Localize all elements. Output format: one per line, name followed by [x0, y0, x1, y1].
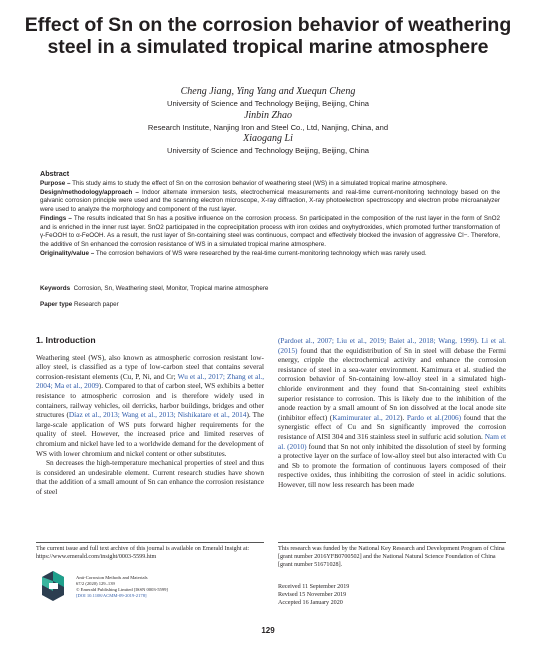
author-names-1: Cheng Jiang, Ying Yang and Xuequn Cheng — [180, 86, 356, 97]
emerald-logo-icon — [38, 571, 68, 601]
archive-note: The current issue and full text archive of this journal is available on Emerald Insight at: https://www.emerald.com/insight/0003-5599.htm — [36, 546, 250, 560]
text-run: ). Compared to that of carbon steel, WS exhibits a better resistance to atmospheric corrosion and is therefore widely used in containers, railway vehicles, oil derricks, harbor buildings, bridges and other structures ( — [36, 381, 265, 420]
text-run: found that Sn not only inhibited the dissolution of steel by forming a protective layer on the surface of low-alloy steel but also interacted with Cu and Sb to promote the formation of continuous layers composed of their respective oxides, thus inhibiting the corrosion of steel in acidic solutions. However, till now less research has been made — [278, 441, 506, 489]
originality-label: Originality/value – — [40, 249, 95, 257]
funding-note: This research was funded by the National Key Research and Development Program of China [grant number 2016YFB0700502] and the National Natural Science Foundation of China [grant number 51671028]. — [278, 546, 505, 568]
purpose-label: Purpose – — [40, 179, 71, 187]
affiliation-2: Research Institute, Nanjing Iron and Steel Co., Ltd, Nanjing, China, and — [147, 122, 389, 132]
design-text: Indoor alternate immersion tests, electrochemical measurements and real-time current-monitoring technology based on the galvanic corrosion principle were used and the scanning electron microscope, X-ray diffraction, X-ray photoelectron spectroscopy and electron probe microanalyzer were used to analyze the morphology and component of the rust layer. — [40, 188, 500, 213]
paper-type-text: Research paper — [73, 301, 119, 308]
paper-type — [40, 301, 500, 308]
text-run: found that the synergistic effect of Cu and Sn significantly improved the corrosion resistance of AISI 304 and 316 stainless steel in sulfuric acid solution. — [278, 412, 506, 441]
abstract-purpose — [40, 180, 500, 189]
text-run: ). — [399, 412, 407, 422]
citation-link[interactable]: Nam et al. (2010) — [278, 431, 506, 451]
abstract-heading: Abstract — [40, 169, 70, 178]
keywords-text: Corrosion, Sn, Weathering steel, Monitor, Tropical marine atmosphere — [73, 285, 269, 292]
section-heading: 1. Introduction — [36, 335, 96, 345]
citation-link[interactable]: Kamimurater al., 2012 — [332, 412, 400, 422]
left-column — [36, 336, 264, 497]
citation-link[interactable]: Pardo et al.(2006) — [406, 412, 462, 422]
journal-name: Anti-Corrosion Methods and Materials — [76, 575, 148, 580]
originality-text: The corrosion behaviors of WS were researched by the real-time current-monitoring technology which was rarely used. — [95, 249, 427, 257]
accepted-date: Accepted 16 January 2020 — [278, 599, 343, 606]
keywords — [40, 285, 500, 294]
received-date: Received 11 September 2019 — [278, 584, 350, 590]
citation-link[interactable]: Díaz et al., 2013; Wang et al., 2013; Nishikatare et al., 2014 — [68, 410, 247, 420]
text-run: . — [476, 336, 482, 345]
journal-info — [76, 575, 266, 599]
findings-text: The results indicated that Sn has a positive influence on the corrosion process. Sn participated in the composition of the rust layer in the form of SnO2 and is enriched in the inner rust layer. SnO2 participated in the coprecipitation process with iron oxides and oxyhydroxides, which promoted further transformation of γ-FeOOH to α-FeOOH. As a result, the rust layer of Sn-containing steel was continuous, compact and effectively blocked the invasion of aggressive Cl−. Therefore, the additive of Sn enhanced the corrosion resistance of WS in a simulated tropical marine atmosphere. — [40, 214, 500, 248]
article-dates — [278, 584, 506, 607]
design-label: Design/methodology/approach – — [40, 188, 139, 196]
abstract-originality — [40, 250, 500, 259]
journal-volume: 67/2 (2020) 129–139 — [76, 580, 115, 586]
footnote-divider — [278, 542, 506, 543]
abstract — [40, 170, 500, 259]
text-run: found that the equidistribution of Sn in steel will debase the Fermi energy, cripple the electrochemical activity and enhance the corrosion resistance of steel in a sea-water environment. Kamimura et al. studied the corrosion behavior of Sn-containing low-alloy steel in a simulated high-chloride environment and they found that Sn-containing steel exhibits superior resistance to corrosion. This is likely due to the inhibition of the anode reaction by a small amount of Sn ion dissolved at the local anode site (inhibitor effect) ( — [278, 345, 506, 422]
journal-publisher: © Emerald Publishing Limited [ISSN 0003-5599] — [76, 586, 168, 592]
author-names-3: Xiaogang Li — [243, 133, 293, 144]
text-run: ). The large-scale application of WS puts forward higher requirements for the quality of steel. However, the increased price and limited reserves of chromium and nickel have led to a worldwide demand for the development of WS with lower chromium and nickel content or other substitutes. — [36, 410, 265, 458]
right-column — [278, 336, 506, 490]
article-title: Effect of Sn on the corrosion behavior of weathering steel in a simulated tropical marine atmosphere — [24, 14, 512, 58]
keywords-label: Keywords — [40, 285, 71, 292]
paper-type-label: Paper type — [40, 301, 73, 308]
journal-doi[interactable]: [DOI 10.1108/ACMM-09-2019-2178] — [76, 592, 147, 598]
citation-link[interactable]: (Pardoet al., 2007; Liu et al., 2019; Baiet al., 2018; Wang, 1999) — [278, 336, 477, 345]
citation-link[interactable]: Li et al.(2015) — [278, 336, 506, 355]
abstract-design — [40, 189, 500, 215]
text-run: Weathering steel (WS), also known as atmospheric corrosion resistant low-alloy steel, is classified as a type of low-carbon steel that contains several corrosion-resistant elements (Cu, P, Ni, and Cr; — [36, 352, 264, 381]
purpose-text: This study aims to study the effect of Sn on the corrosion behavior of weathering steel (WS) in a simulated tropical marine atmosphere. — [72, 179, 448, 187]
affiliation-1: University of Science and Technology Beijing, Beijing, China — [166, 99, 370, 108]
affiliation-3: University of Science and Technology Beijing, Beijing, China — [166, 146, 370, 155]
abstract-findings — [40, 215, 500, 249]
intro-paragraph-2-cont — [278, 336, 506, 490]
findings-label: Findings – — [40, 214, 72, 222]
intro-paragraph-2: Sn decreases the high-temperature mechanical properties of steel and thus is considered an undesirable element. Current research studies have shown that the addition of a small amount of Sn can enhance the corrosion resistance of steel — [36, 458, 264, 496]
intro-paragraph-1 — [36, 353, 264, 459]
page-number: 129 — [261, 626, 275, 635]
author-block — [20, 86, 516, 157]
author-names-2: Jinbin Zhao — [243, 109, 293, 121]
revised-date: Revised 15 November 2019 — [278, 591, 347, 598]
citation-link[interactable]: Wu et al., 2017; Zhang et al., 2004; Ma et al., 2009 — [36, 371, 265, 391]
footnote-divider — [36, 542, 264, 543]
